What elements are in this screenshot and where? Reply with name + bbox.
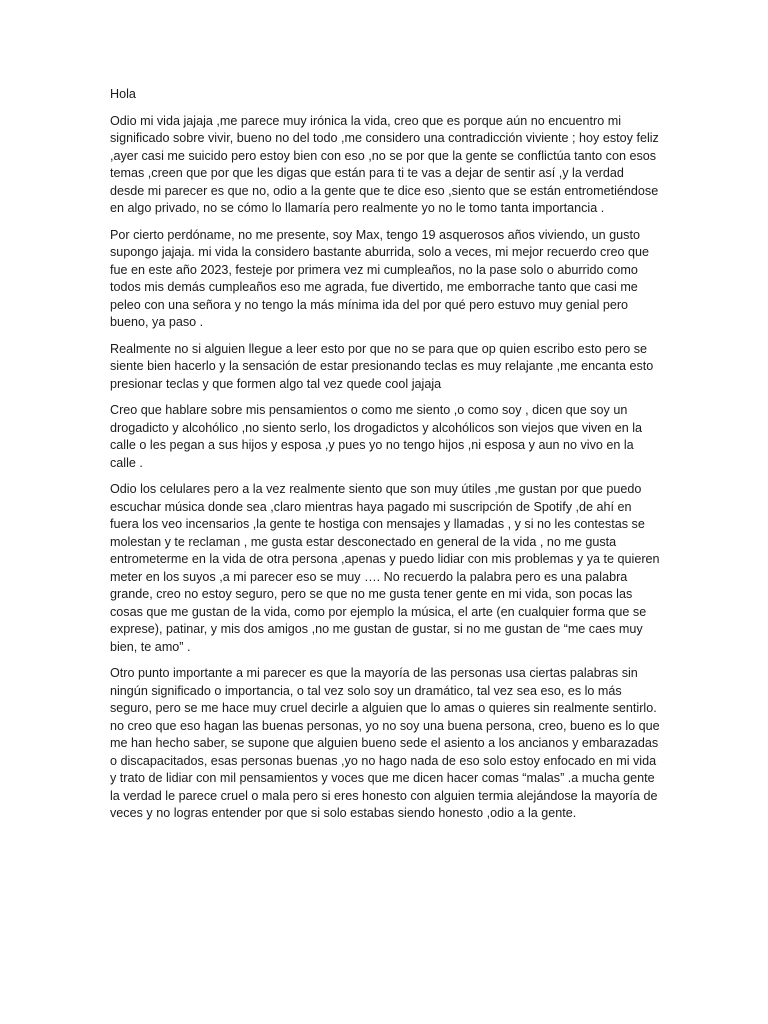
- paragraph-2: Por cierto perdóname, no me presente, soy Max, tengo 19 asquerosos años viviendo, un gusto supongo jajaja. mi vida la considero bastante aburrida, solo a veces, mi mejor recuerdo creo que fue en este año 2023, festeje por primera vez mi cumpleaños, no la pase solo o aburrido como todos mis demás cumpleaños eso me agrada, fue divertido, me emborrache tanto que casi me peleo con una señora y no tengo la más mínima ida del por qué pero estuvo muy genial pero bueno, ya paso .: [110, 227, 650, 329]
- paragraph-5: Odio los celulares pero a la vez realmente siento que son muy útiles ,me gustan por que puedo escuchar música donde sea ,claro mientras haya pagado mi suscripción de Spotify ,de ahí en fuera los veo incensarios ,la gente te hostiga con mensajes y llamadas , y si no les contestas se molestan y te reclaman , me gusta estar desconectado en general de la vida , no me gusta entrometerme en la vida de otra persona ,apenas y puedo lidiar con mis problemas y ya te quieren meter en los suyos ,a mi parecer eso se muy …. No recuerdo la palabra pero es una palabra grande, creo no estoy seguro, pero se que no me gusta tener gente en mi vida, son pocas las cosas que me gustan de la vida, como por ejemplo la música, el arte (en cualquier forma que se exprese), patinar, y mis dos amigos ,no me gustan de gustar, si no me gustan de “me caes muy bien, te amo” .: [110, 482, 660, 654]
- paragraph-3: Realmente no si alguien llegue a leer esto por que no se para que op quien escribo esto pero se siente bien hacerlo y la sensación de estar presionando teclas es muy relajante ,me encanta esto presionar teclas y que formen algo tal vez quede cool jajaja: [110, 341, 654, 391]
- paragraph-6: Otro punto importante a mi parecer es que la mayoría de las personas usa ciertas palabras sin ningún significado o importancia, o tal vez solo soy un dramático, tal vez sea eso, es lo más seguro, pero se me hace muy cruel decirle a alguien que lo amas o quieres sin realmente sentirlo. no creo que eso hagan las buenas personas, yo no soy una buena persona, creo, bueno es lo que me han hecho saber, se supone que alguien bueno sede el asiento a los ancianos y embarazadas o discapacitados, esas personas buenas ,yo no hago nada de eso solo estoy enfocado en mi vida y trato de lidiar con mil pensamientos y voces que me dicen hacer comas “malas” .a mucha gente la verdad le parece cruel o mala pero si eres honesto con alguien termia alejándose la mayoría de veces y no logras entender por que si solo estabas siendo honesto ,odio a la gente.: [110, 666, 660, 820]
- document-page: [110, 86, 660, 832]
- paragraph-4: Creo que hablare sobre mis pensamientos o como me siento ,o como soy , dicen que soy un drogadicto y alcohólico ,no siento serlo, los drogadictos y alcohólicos son viejos que viven en la calle o les pegan a sus hijos y esposa ,y pues yo no tengo hijos ,ni esposa y aun no vivo en la calle .: [110, 403, 643, 470]
- greeting: Hola: [110, 87, 136, 101]
- paragraph-1: Odio mi vida jajaja ,me parece muy irónica la vida, creo que es porque aún no encuentro mi significado sobre vivir, bueno no del todo ,me considero una contradicción viviente ; hoy estoy feliz ,ayer casi me suicido pero estoy bien con eso ,no se por que la gente se conflictúa tanto con esos temas ,creen que por que les digas que están para ti te vas a dejar de sentir así ,y la verdad desde mi parecer es que no, odio a la gente que te dice eso ,siento que se están entrometiéndose en algo privado, no se cómo lo llamaría pero realmente yo no le tomo tanta importancia .: [110, 113, 659, 215]
